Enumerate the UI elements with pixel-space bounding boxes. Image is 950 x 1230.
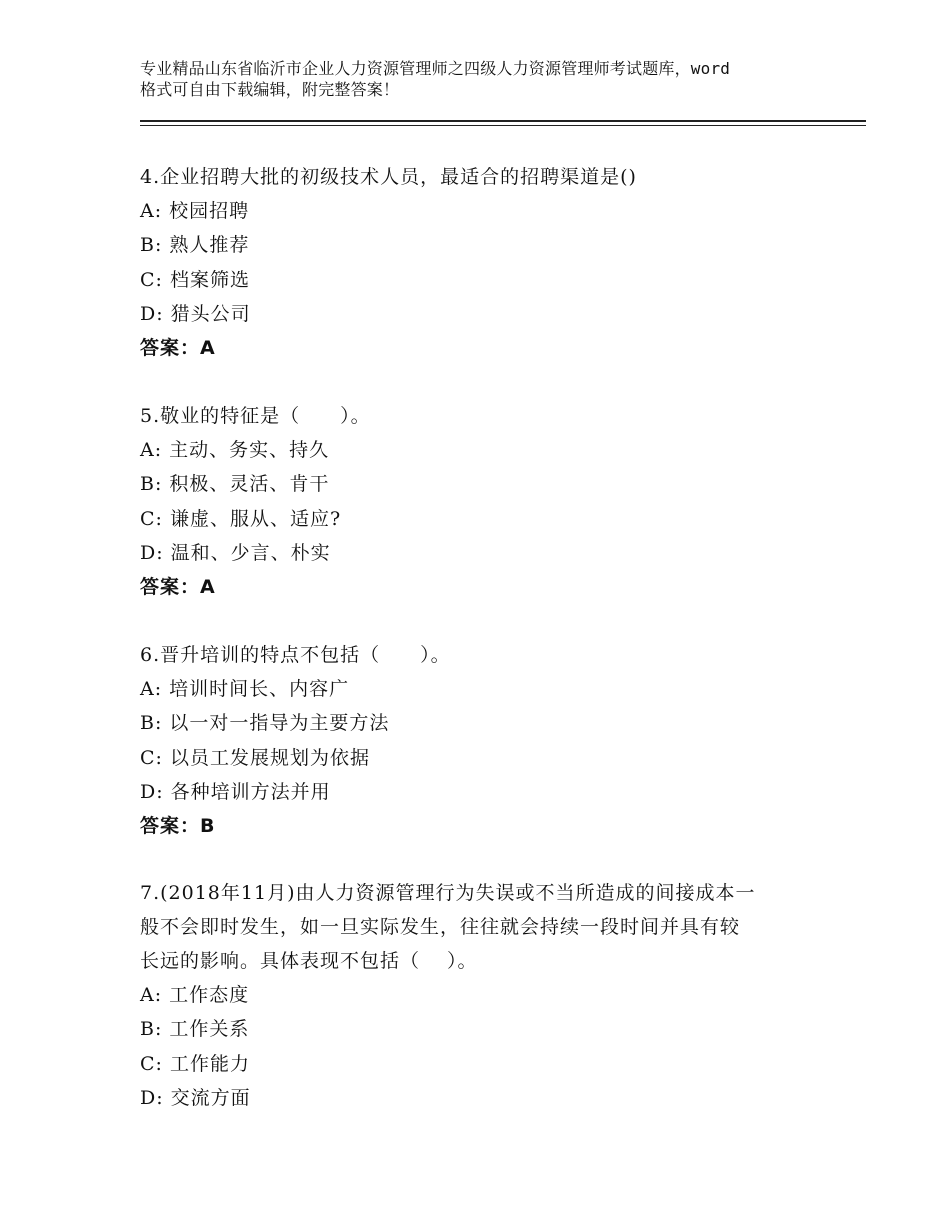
option-c: C: 以员工发展规划为依据 bbox=[140, 746, 370, 769]
option-c: C: 谦虚、服从、适应? bbox=[140, 507, 342, 530]
question-6 bbox=[140, 638, 820, 843]
option-a: A: 培训时间长、内容广 bbox=[140, 678, 350, 700]
header-line-2: 格式可自由下载编辑，附完整答案！ bbox=[140, 80, 400, 99]
answer: 答案：A bbox=[140, 337, 216, 360]
header-divider bbox=[140, 120, 866, 126]
question-stem: 6.晋升培训的特点不包括（ ）。 bbox=[140, 644, 451, 666]
option-b: B: 积极、灵活、肯干 bbox=[140, 473, 330, 496]
option-b: B: 以一对一指导为主要方法 bbox=[140, 712, 390, 735]
question-stem: 4.企业招聘大批的初级技术人员，最适合的招聘渠道是() bbox=[140, 166, 637, 188]
option-d: D: 温和、少言、朴实 bbox=[140, 541, 331, 564]
question-stem-line-1: 7.(2018年11月)由人力资源管理行为失误或不当所造成的间接成本一 bbox=[140, 882, 756, 904]
option-a: A: 主动、务实、持久 bbox=[140, 439, 330, 461]
question-4 bbox=[140, 160, 820, 365]
option-a: A: 工作态度 bbox=[140, 984, 250, 1006]
option-a: A: 校园招聘 bbox=[140, 200, 250, 222]
question-stem-line-2: 般不会即时发生，如一旦实际发生，往往就会持续一段时间并具有较 bbox=[140, 916, 741, 938]
option-c: C: 工作能力 bbox=[140, 1052, 250, 1075]
option-d: D: 交流方面 bbox=[140, 1086, 251, 1109]
question-stem: 5.敬业的特征是（ ）。 bbox=[140, 405, 371, 427]
question-stem-line-3: 长远的影响。具体表现不包括（ ）。 bbox=[140, 950, 478, 972]
option-d: D: 猎头公司 bbox=[140, 302, 251, 325]
option-c: C: 档案筛选 bbox=[140, 268, 250, 291]
answer: 答案：B bbox=[140, 815, 216, 838]
question-5 bbox=[140, 399, 820, 604]
header-line-1: 专业精品山东省临沂市企业人力资源管理师之四级人力资源管理师考试题库，word bbox=[140, 59, 731, 78]
answer: 答案：A bbox=[140, 576, 216, 599]
option-d: D: 各种培训方法并用 bbox=[140, 780, 331, 803]
option-b: B: 工作关系 bbox=[140, 1018, 250, 1041]
document-header bbox=[140, 58, 840, 100]
option-b: B: 熟人推荐 bbox=[140, 234, 250, 257]
question-7 bbox=[140, 876, 820, 1115]
